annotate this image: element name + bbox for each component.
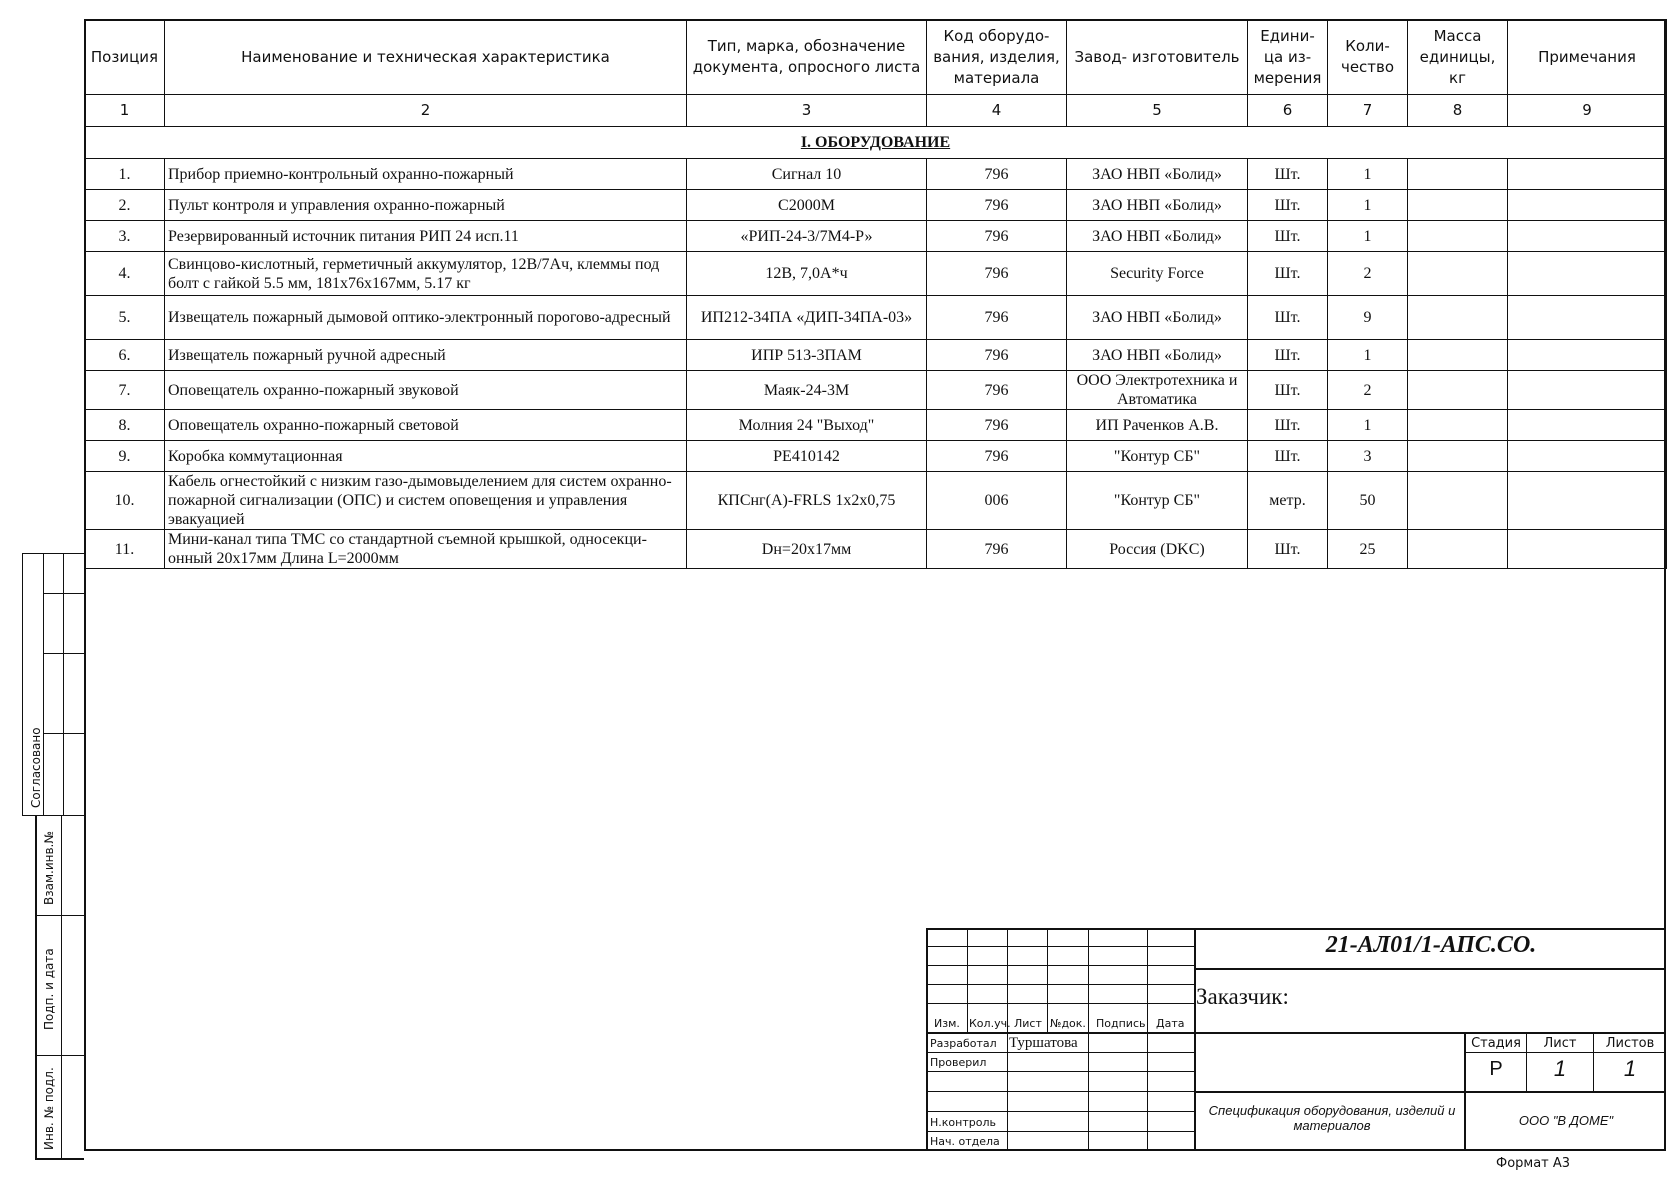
- code-cell: 796: [927, 296, 1067, 340]
- mass-cell: [1408, 252, 1508, 296]
- position-cell: 5.: [85, 296, 165, 340]
- name-cell: Кабель огнестойкий с низким газо-дымовыделением для систем охранно-пожарной сигнализации (ОПС) и систем оповещения и управления эвакуацией: [165, 472, 687, 530]
- mass-cell: [1408, 340, 1508, 371]
- maker-cell: ИП Раченков А.В.: [1067, 410, 1248, 441]
- spec-table: [84, 19, 1667, 569]
- position-cell: 6.: [85, 340, 165, 371]
- inv-swap-label: Взам.инв.№: [42, 831, 56, 905]
- position-cell: 11.: [85, 530, 165, 569]
- unit-cell: Шт.: [1248, 296, 1328, 340]
- sheets-value: 1: [1623, 1056, 1637, 1081]
- position-cell: 3.: [85, 221, 165, 252]
- unit-cell: Шт.: [1248, 441, 1328, 472]
- customer-label: Заказчик:: [1196, 984, 1289, 1009]
- role-normcontrol: Н.контроль: [930, 1116, 996, 1129]
- col-position: Позиция: [85, 20, 165, 95]
- sheet-value: 1: [1553, 1056, 1567, 1081]
- header-row: [85, 20, 1667, 95]
- type-cell: РЕ410142: [687, 441, 927, 472]
- stage-value: Р: [1489, 1058, 1503, 1080]
- col-notes: Примечания: [1508, 20, 1667, 95]
- mass-cell: [1408, 371, 1508, 410]
- qty-cell: 25: [1328, 530, 1408, 569]
- notes-cell: [1508, 190, 1667, 221]
- type-cell: 12В, 7,0А*ч: [687, 252, 927, 296]
- code-cell: 796: [927, 410, 1067, 441]
- mass-cell: [1408, 410, 1508, 441]
- unit-cell: метр.: [1248, 472, 1328, 530]
- agreed-label: Согласовано: [29, 727, 43, 808]
- name-cell: Оповещатель охранно-пожарный звуковой: [165, 371, 687, 410]
- notes-cell: [1508, 441, 1667, 472]
- qty-cell: 2: [1328, 252, 1408, 296]
- section-row: [85, 127, 1667, 159]
- position-cell: 1.: [85, 159, 165, 190]
- name-cell: Оповещатель охранно-пожарный световой: [165, 410, 687, 441]
- mass-cell: [1408, 441, 1508, 472]
- table-row: [85, 340, 1667, 371]
- maker-cell: Россия (DKC): [1067, 530, 1248, 569]
- name-cell: Извещатель пожарный ручной адресный: [165, 340, 687, 371]
- table-row: [85, 530, 1667, 569]
- notes-cell: [1508, 252, 1667, 296]
- mass-cell: [1408, 190, 1508, 221]
- code-cell: 796: [927, 371, 1067, 410]
- role-head: Нач. отдела: [930, 1135, 1000, 1148]
- mass-cell: [1408, 472, 1508, 530]
- doc-title: Спецификация оборудования, изделий и материалов: [1208, 1103, 1456, 1133]
- position-cell: 9.: [85, 441, 165, 472]
- maker-cell: Security Force: [1067, 252, 1248, 296]
- qty-cell: 1: [1328, 190, 1408, 221]
- type-cell: КПСнг(А)-FRLS 1х2х0,75: [687, 472, 927, 530]
- code-cell: 796: [927, 190, 1067, 221]
- table-row: [85, 190, 1667, 221]
- unit-cell: Шт.: [1248, 410, 1328, 441]
- role-checked: Проверил: [930, 1056, 987, 1069]
- mass-cell: [1408, 221, 1508, 252]
- position-cell: 10.: [85, 472, 165, 530]
- qty-cell: 1: [1328, 340, 1408, 371]
- col-qty: Коли- чество: [1328, 20, 1408, 95]
- type-cell: С2000М: [687, 190, 927, 221]
- col-type: Тип, марка, обозначение документа, опросного листа: [687, 20, 927, 95]
- col-code: Код оборудо- вания, изделия, материала: [927, 20, 1067, 95]
- qty-cell: 2: [1328, 371, 1408, 410]
- table-row: [85, 296, 1667, 340]
- name-cell: Пульт контроля и управления охранно-пожарный: [165, 190, 687, 221]
- table-row: [85, 371, 1667, 410]
- name-cell: Мини-канал типа ТМС со стандартной съемной крышкой, односекци-онный 20х17мм Длина L=2000мм: [165, 530, 687, 569]
- table-row: [85, 221, 1667, 252]
- mass-cell: [1408, 530, 1508, 569]
- table-row: [85, 410, 1667, 441]
- col-mass: Масса единицы, кг: [1408, 20, 1508, 95]
- notes-cell: [1508, 221, 1667, 252]
- notes-cell: [1508, 340, 1667, 371]
- role-developed: Разработал: [930, 1037, 997, 1050]
- name-cell: Резервированный источник питания РИП 24 исп.11: [165, 221, 687, 252]
- qty-cell: 3: [1328, 441, 1408, 472]
- notes-cell: [1508, 159, 1667, 190]
- type-cell: Сигнал 10: [687, 159, 927, 190]
- position-cell: 4.: [85, 252, 165, 296]
- qty-cell: 1: [1328, 221, 1408, 252]
- type-cell: ИПР 513-3ПАМ: [687, 340, 927, 371]
- maker-cell: ЗАО НВП «Болид»: [1067, 296, 1248, 340]
- notes-cell: [1508, 410, 1667, 441]
- maker-cell: ЗАО НВП «Болид»: [1067, 340, 1248, 371]
- position-cell: 2.: [85, 190, 165, 221]
- company-name: ООО "В ДОМЕ": [1518, 1113, 1614, 1128]
- code-cell: 796: [927, 221, 1067, 252]
- unit-cell: Шт.: [1248, 530, 1328, 569]
- doc-code: 21-АЛ01/1-АПС.СО.: [1325, 932, 1537, 958]
- format-label: Формат А3: [1496, 1156, 1571, 1171]
- code-cell: 796: [927, 340, 1067, 371]
- code-cell: 006: [927, 472, 1067, 530]
- maker-cell: ЗАО НВП «Болид»: [1067, 159, 1248, 190]
- col-maker: Завод- изготовитель: [1067, 20, 1248, 95]
- mass-cell: [1408, 159, 1508, 190]
- unit-cell: Шт.: [1248, 221, 1328, 252]
- position-cell: 8.: [85, 410, 165, 441]
- sign-date-label: Подп. и дата: [42, 948, 56, 1030]
- name-cell: Прибор приемно-контрольный охранно-пожарный: [165, 159, 687, 190]
- col-name: Наименование и техническая характеристика: [165, 20, 687, 95]
- developer-name: Туршатова: [1009, 1035, 1078, 1051]
- maker-cell: ЗАО НВП «Болид»: [1067, 190, 1248, 221]
- position-cell: 7.: [85, 371, 165, 410]
- qty-cell: 9: [1328, 296, 1408, 340]
- type-cell: «РИП-24-3/7М4-Р»: [687, 221, 927, 252]
- code-cell: 796: [927, 159, 1067, 190]
- qty-cell: 1: [1328, 159, 1408, 190]
- unit-cell: Шт.: [1248, 159, 1328, 190]
- maker-cell: "Контур СБ": [1067, 441, 1248, 472]
- table-row: [85, 252, 1667, 296]
- qty-cell: 50: [1328, 472, 1408, 530]
- name-cell: Извещатель пожарный дымовой оптико-электронный порогово-адресный: [165, 296, 687, 340]
- maker-cell: ЗАО НВП «Болид»: [1067, 221, 1248, 252]
- maker-cell: ООО Электротехника и Автоматика: [1067, 371, 1248, 410]
- type-cell: Маяк-24-3М: [687, 371, 927, 410]
- table-row: [85, 472, 1667, 530]
- type-cell: Dн=20х17мм: [687, 530, 927, 569]
- maker-cell: "Контур СБ": [1067, 472, 1248, 530]
- notes-cell: [1508, 530, 1667, 569]
- notes-cell: [1508, 296, 1667, 340]
- inv-orig-label: Инв. № подл.: [42, 1067, 56, 1150]
- unit-cell: Шт.: [1248, 190, 1328, 221]
- code-cell: 796: [927, 441, 1067, 472]
- type-cell: ИП212-34ПА «ДИП-34ПА-03»: [687, 296, 927, 340]
- col-unit: Едини- ца из- мерения: [1248, 20, 1328, 95]
- table-row: [85, 159, 1667, 190]
- code-cell: 796: [927, 252, 1067, 296]
- code-cell: 796: [927, 530, 1067, 569]
- notes-cell: [1508, 371, 1667, 410]
- title-block: Изм. Кол.уч. Лист №док. Подпись Дата Разработал Проверил Н.контроль Нач. отдела Туршатова 21-АЛ01/1-АПС.СО. Заказчик: Стадия Лист Листов Р 1 1 Спецификация оборудования, изделий и материалов ООО "В ДОМЕ": [926, 928, 1666, 1151]
- notes-cell: [1508, 472, 1667, 530]
- section-title: I. ОБОРУДОВАНИЕ: [85, 127, 1667, 159]
- column-numbers-row: 1 2 3 4 5 6 7 8 9: [85, 95, 1667, 127]
- unit-cell: Шт.: [1248, 340, 1328, 371]
- unit-cell: Шт.: [1248, 252, 1328, 296]
- unit-cell: Шт.: [1248, 371, 1328, 410]
- name-cell: Коробка коммутационная: [165, 441, 687, 472]
- type-cell: Молния 24 "Выход": [687, 410, 927, 441]
- table-row: [85, 441, 1667, 472]
- name-cell: Свинцово-кислотный, герметичный аккумулятор, 12В/7Ач, клеммы под болт с гайкой 5.5 мм, 181х76х167мм, 5.17 кг: [165, 252, 687, 296]
- mass-cell: [1408, 296, 1508, 340]
- qty-cell: 1: [1328, 410, 1408, 441]
